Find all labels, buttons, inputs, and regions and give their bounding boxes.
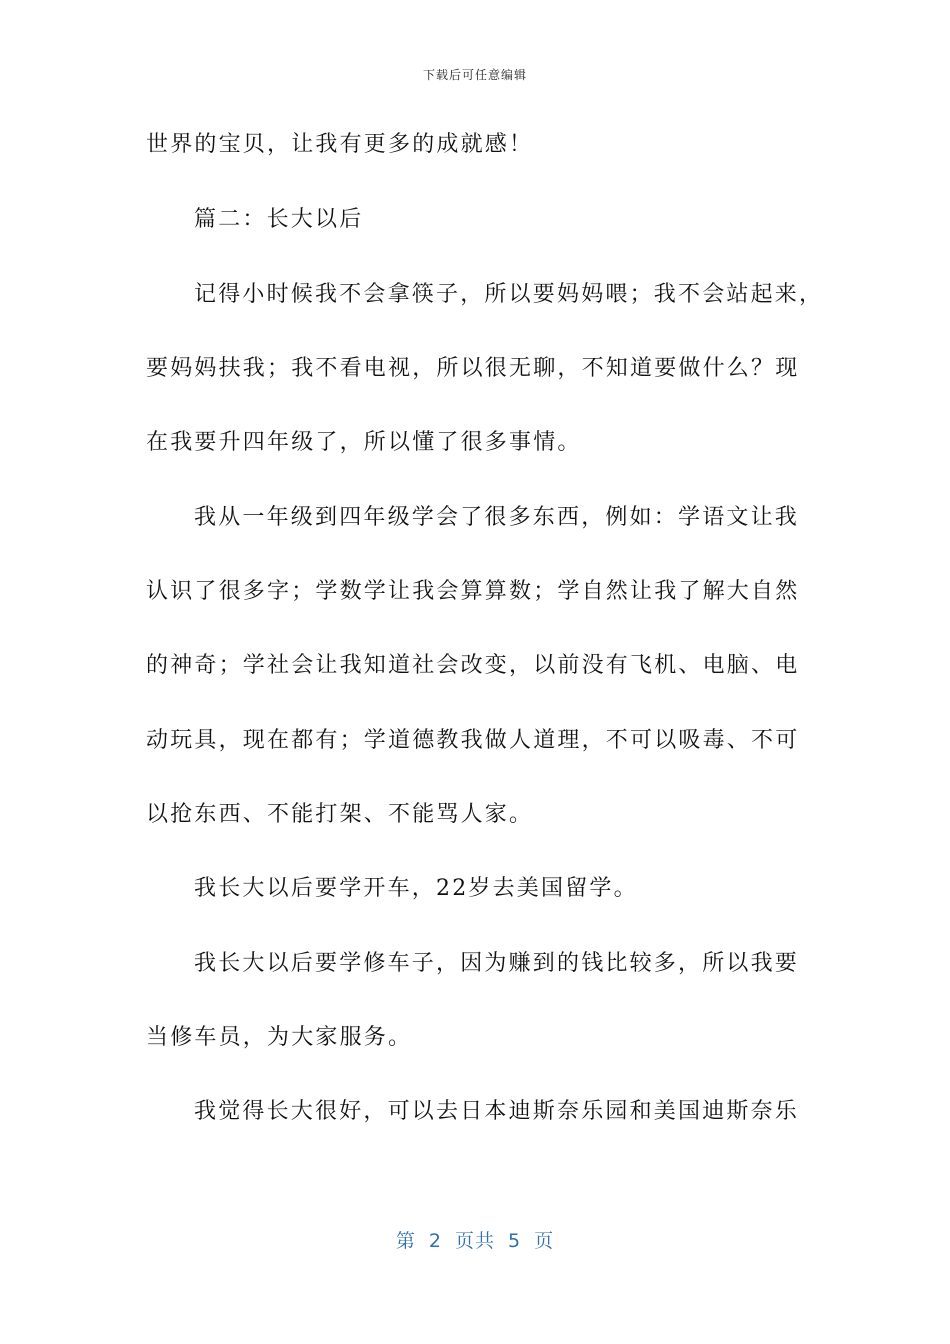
paragraph-line: 我觉得长大很好，可以去日本迪斯奈乐园和美国迪斯奈乐 [194,1099,800,1124]
paragraph-line: 动玩具，现在都有；学道德教我做人道理，不可以吸毒、不可 [146,728,800,753]
header-note: 下载后可任意编辑 [422,68,527,82]
paragraph-line: 要妈妈扶我；我不看电视，所以很无聊，不知道要做什么？现 [146,356,800,381]
text-line: 世界的宝贝，让我有更多的成就感！ [146,132,534,157]
paragraph-line: 当修车员，为大家服务。 [146,1025,413,1050]
paragraph-line: 我长大以后要学修车子，因为赚到的钱比较多，所以我要 [194,951,800,976]
paragraph-line: 记得小时候我不会拿筷子，所以要妈妈喂；我不会站起来， [194,282,824,307]
paragraph-line: 我长大以后要学开车，22岁去美国留学。 [194,876,638,901]
paragraph-line: 以抢东西、不能打架、不能骂人家。 [146,802,534,827]
section-heading: 篇二：长大以后 [194,207,364,232]
paragraph-line: 的神奇；学社会让我知道社会改变，以前没有飞机、电脑、电 [146,653,800,678]
page-number: 第 2 页共 5 页 [395,1230,555,1252]
paragraph-line: 认识了很多字；学数学让我会算算数；学自然让我了解大自然 [146,579,800,604]
paragraph-line: 我从一年级到四年级学会了很多东西，例如：学语文让我 [194,505,800,530]
paragraph-line: 在我要升四年级了，所以懂了很多事情。 [146,430,582,455]
